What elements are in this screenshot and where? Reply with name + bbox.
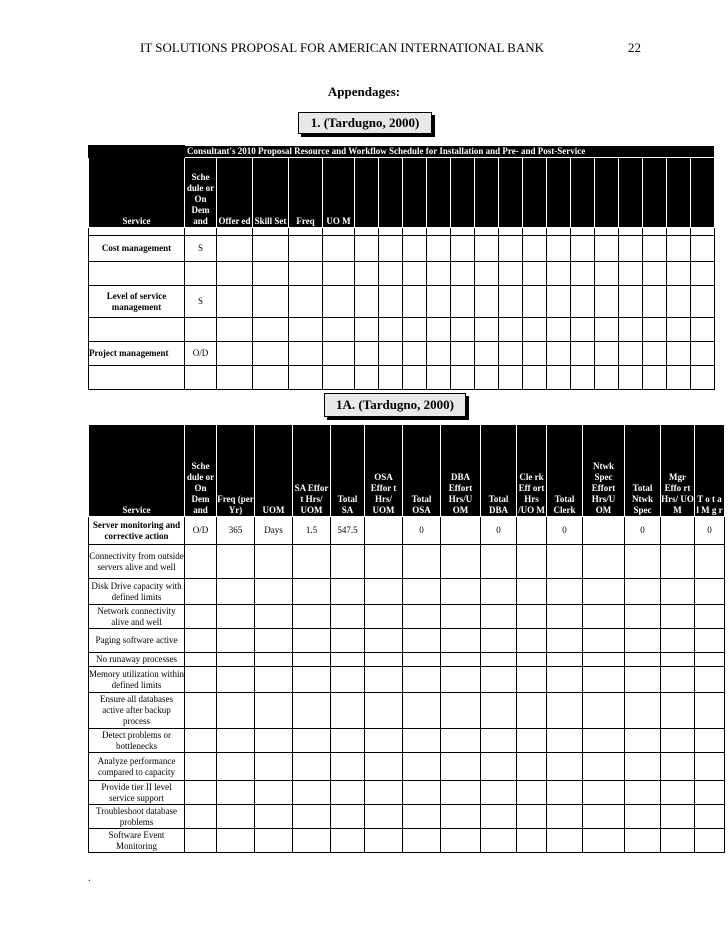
table-row: [89, 517, 725, 545]
table-row: [89, 236, 715, 262]
uom-cell: Days: [255, 517, 293, 545]
table1-col-header: Skill Set: [253, 158, 289, 228]
total-sa-cell: 547.5: [331, 517, 365, 545]
total-osa-cell: 0: [403, 517, 441, 545]
table-row: [89, 829, 725, 853]
table2-col-header: SA Effor t Hrs/ UOM: [293, 425, 331, 517]
table-row: [89, 545, 725, 579]
table2-col-header: T o t a l M g r: [695, 425, 725, 517]
table-row: [89, 342, 715, 366]
table1-col-header: UO M: [323, 158, 355, 228]
table-row: [89, 805, 725, 829]
table2-col-header: OSA Effor t Hrs/ UOM: [365, 425, 403, 517]
table-row: [89, 653, 725, 667]
table2-col-header: Total DBA: [481, 425, 517, 517]
table2-col-header: Total Clerk: [547, 425, 583, 517]
service-cell: Project management: [89, 342, 185, 366]
table-row: [89, 781, 725, 805]
table-row: [89, 629, 725, 653]
table2-col-header: UOM: [255, 425, 293, 517]
table-row: [89, 579, 725, 605]
sa-effort-cell: 1.5: [293, 517, 331, 545]
footer-mark: .: [88, 873, 91, 884]
service-cell: Detect problems or bottlenecks: [89, 729, 185, 753]
table1-col-header: Sche dule or On Dem and: [185, 158, 217, 228]
service-cell: Memory utilization within defined limits: [89, 667, 185, 693]
service-cell: Software Event Monitoring: [89, 829, 185, 853]
page-header: [0, 40, 728, 58]
service-cell: Analyze performance compared to capacity: [89, 753, 185, 781]
service-cell: Network connectivity alive and well: [89, 605, 185, 629]
service-cell: Server monitoring and corrective action: [89, 517, 185, 545]
service-cell: Troubleshoot database problems: [89, 805, 185, 829]
table1-banner: Consultant's 2010 Proposal Resource and Workflow Schedule for Installation and Pre- and Post-Service: [185, 146, 715, 158]
table-row: [89, 286, 715, 318]
service-cell: Connectivity from outside servers alive and well: [89, 545, 185, 579]
table1-col-header: Offer ed: [217, 158, 253, 228]
table2-col-header: Total SA: [331, 425, 365, 517]
table2-caption: 1A. (Tardugno, 2000): [324, 393, 466, 417]
appendages-heading: Appendages:: [327, 84, 401, 99]
total-dba-cell: 0: [481, 517, 517, 545]
table1-header-row: [89, 158, 715, 228]
service-cell: Cost management: [89, 236, 185, 262]
task-effort-table: [88, 424, 725, 853]
total-mgr-cell: 0: [695, 517, 725, 545]
total-clerk-cell: 0: [547, 517, 583, 545]
table2-col-header: Total Ntwk Spec: [625, 425, 661, 517]
resource-schedule-table: [88, 145, 715, 390]
service-cell: Provide tier II level service support: [89, 781, 185, 805]
service-cell: Ensure all databases active after backup process: [89, 693, 185, 729]
table2-col-header: Mgr Effo rt Hrs/ UO M: [661, 425, 695, 517]
table1-col-header: Freq: [289, 158, 323, 228]
table2-col-header: Cle rk Eff ort Hrs /UO M: [517, 425, 547, 517]
total-ntwk-cell: 0: [625, 517, 661, 545]
page-number: 22: [628, 40, 641, 55]
schedule-cell: S: [185, 286, 217, 318]
table-row: [89, 693, 725, 729]
table2-col-header: Freq (per Yr): [217, 425, 255, 517]
freq-cell: 365: [217, 517, 255, 545]
service-cell: No runaway processes: [89, 653, 185, 667]
service-cell: Disk Drive capacity with defined limits: [89, 579, 185, 605]
schedule-cell: S: [185, 236, 217, 262]
service-cell: Level of service management: [89, 286, 185, 318]
table2-col-header: DBA Effort Hrs/U OM: [441, 425, 481, 517]
schedule-cell: O/D: [185, 342, 217, 366]
table-row: [89, 753, 725, 781]
header-title: IT SOLUTIONS PROPOSAL FOR AMERICAN INTERNATIONAL BANK: [140, 40, 544, 55]
table-row: [89, 605, 725, 629]
table1-col-header: Service: [89, 158, 185, 228]
table-row: [89, 667, 725, 693]
table2-header-row: [89, 425, 725, 517]
schedule-cell: O/D: [185, 517, 217, 545]
table-row: [89, 729, 725, 753]
service-cell: Paging software active: [89, 629, 185, 653]
table2-col-header: Ntwk Spec Effort Hrs/U OM: [583, 425, 625, 517]
table2-col-header: Total OSA: [403, 425, 441, 517]
table2-col-header: Service: [89, 425, 185, 517]
table2-col-header: Sche dule or On Dem and: [185, 425, 217, 517]
table1-caption: 1. (Tardugno, 2000): [298, 112, 432, 134]
